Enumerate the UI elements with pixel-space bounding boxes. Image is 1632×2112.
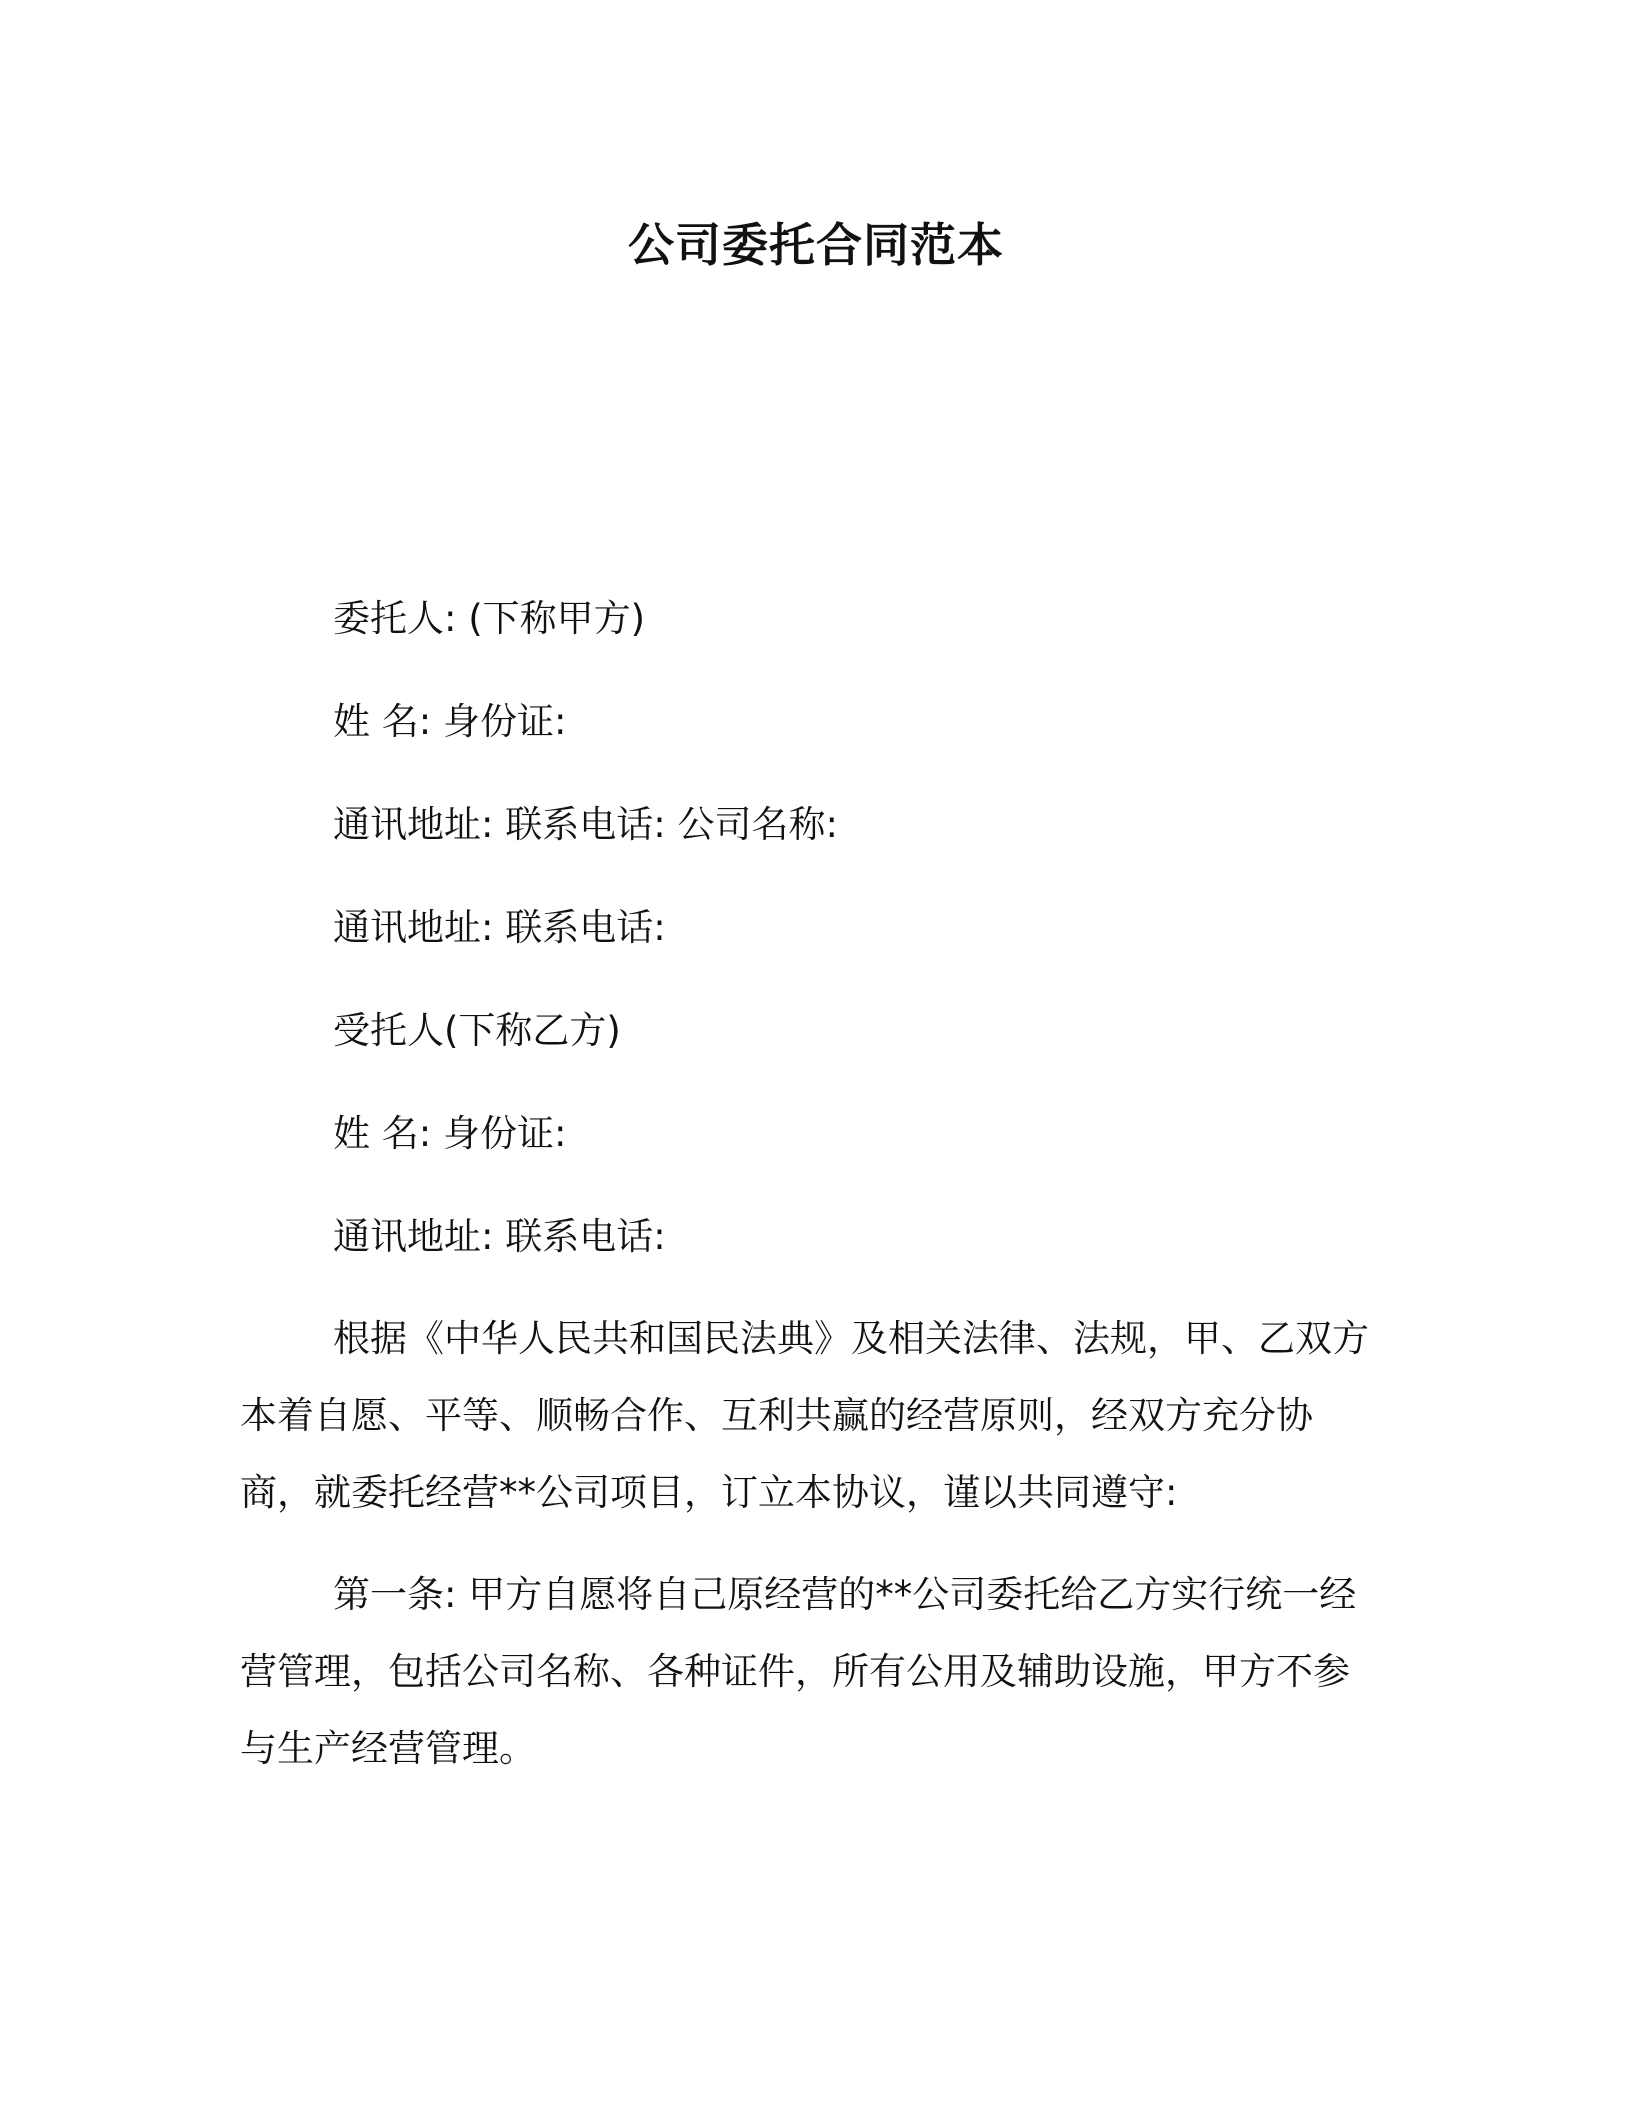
paragraph-article-1: 第一条: 甲方自愿将自己原经营的**公司委托给乙方实行统一经营管理，包括公司名称、各种证件，所有公用及辅助设施，甲方不参与生产经营管理。 [240, 1573, 1357, 1770]
field-line-agent-name-id: 姓 名: 身份证: [333, 1112, 567, 1155]
field-line-agent-address-phone: 通讯地址: 联系电话: [333, 1215, 666, 1258]
field-line-agent: 受托人(下称乙方) [333, 1009, 621, 1052]
field-line-company-address-phone: 通讯地址: 联系电话: [333, 906, 666, 949]
paragraph-preamble: 根据《中华人民共和国民法典》及相关法律、法规，甲、乙双方本着自愿、平等、顺畅合作、互利共赢的经营原则，经双方充分协商，就委托经营**公司项目，订立本协议，谨以共同遵守: [240, 1317, 1369, 1514]
field-line-principal: 委托人: (下称甲方) [333, 597, 646, 640]
document-title: 公司委托合同范本 [628, 218, 1004, 272]
field-line-principal-address-phone-company: 通讯地址: 联系电话: 公司名称: [333, 803, 838, 846]
field-line-principal-name-id: 姓 名: 身份证: [333, 700, 567, 743]
